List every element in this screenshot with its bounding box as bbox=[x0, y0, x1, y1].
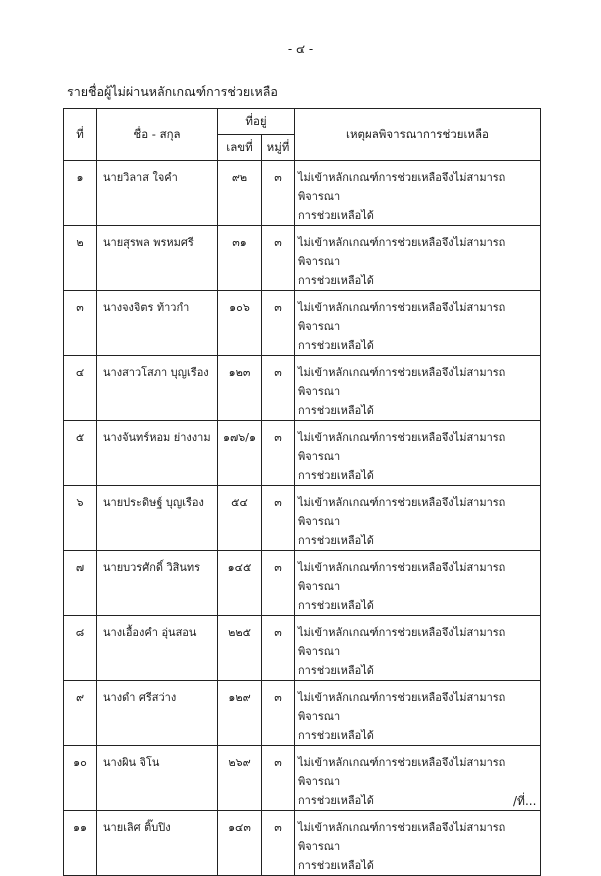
reason-line-2: การช่วยเหลือได้ bbox=[298, 794, 374, 807]
reason-line-1: ไม่เข้าหลักเกณฑ์การช่วยเหลือจึงไม่สามารถพิจารณา bbox=[298, 496, 506, 528]
table-row bbox=[64, 486, 541, 551]
header-address: ที่อยู่ bbox=[218, 109, 295, 135]
table-row bbox=[64, 226, 541, 291]
reason-line-2: การช่วยเหลือได้ bbox=[298, 729, 374, 742]
cell-house-no: ๙๒ bbox=[218, 161, 262, 226]
cell-name: นางจงจิตร ท้าวกำ bbox=[97, 291, 218, 356]
reason-line-2: การช่วยเหลือได้ bbox=[298, 404, 374, 417]
cell-reason bbox=[295, 551, 541, 616]
table-row bbox=[64, 421, 541, 486]
cell-house-no: ๑๒๓ bbox=[218, 356, 262, 421]
cell-name: นางเอื้องคำ อุ่นสอน bbox=[97, 616, 218, 681]
reason-line-2: การช่วยเหลือได้ bbox=[298, 664, 374, 677]
table-row bbox=[64, 681, 541, 746]
cell-reason bbox=[295, 291, 541, 356]
cell-moo: ๓ bbox=[262, 551, 295, 616]
reason-line-1: ไม่เข้าหลักเกณฑ์การช่วยเหลือจึงไม่สามารถพิจารณา bbox=[298, 366, 506, 398]
cell-moo: ๓ bbox=[262, 681, 295, 746]
header-moo: หมู่ที่ bbox=[262, 135, 295, 161]
cell-moo: ๓ bbox=[262, 161, 295, 226]
cell-moo: ๓ bbox=[262, 746, 295, 811]
cell-name: นางผิน จิโน bbox=[97, 746, 218, 811]
reason-line-2: การช่วยเหลือได้ bbox=[298, 859, 374, 872]
list-title: รายชื่อผู้ไม่ผ่านหลักเกณฑ์การช่วยเหลือ bbox=[67, 84, 278, 99]
cell-no: ๖ bbox=[64, 486, 97, 551]
cell-no: ๔ bbox=[64, 356, 97, 421]
cell-name: นายเลิศ ติ๊บปิง bbox=[97, 811, 218, 876]
cell-house-no: ๑๒๙ bbox=[218, 681, 262, 746]
cell-house-no: ๑๐๖ bbox=[218, 291, 262, 356]
cell-house-no: ๑๔๕ bbox=[218, 551, 262, 616]
cell-no: ๑๑ bbox=[64, 811, 97, 876]
cell-moo: ๓ bbox=[262, 421, 295, 486]
reason-line-1: ไม่เข้าหลักเกณฑ์การช่วยเหลือจึงไม่สามารถพิจารณา bbox=[298, 691, 506, 723]
cell-no: ๓ bbox=[64, 291, 97, 356]
cell-name: นายวิลาส ใจคำ bbox=[97, 161, 218, 226]
table-row bbox=[64, 161, 541, 226]
header-no: ที่ bbox=[64, 109, 97, 161]
header-house-no: เลขที่ bbox=[218, 135, 262, 161]
cell-no: ๕ bbox=[64, 421, 97, 486]
cell-reason bbox=[295, 811, 541, 876]
cell-reason bbox=[295, 681, 541, 746]
table-row bbox=[64, 746, 541, 811]
cell-house-no: ๒๖๙ bbox=[218, 746, 262, 811]
table-row bbox=[64, 356, 541, 421]
cell-name: นายประดิษฐ์ บุญเรือง bbox=[97, 486, 218, 551]
cell-moo: ๓ bbox=[262, 291, 295, 356]
cell-reason bbox=[295, 421, 541, 486]
cell-no: ๗ bbox=[64, 551, 97, 616]
cell-reason bbox=[295, 356, 541, 421]
cell-no: ๒ bbox=[64, 226, 97, 291]
cell-reason bbox=[295, 161, 541, 226]
reason-line-1: ไม่เข้าหลักเกณฑ์การช่วยเหลือจึงไม่สามารถพิจารณา bbox=[298, 301, 506, 333]
reason-line-2: การช่วยเหลือได้ bbox=[298, 599, 374, 612]
table-row bbox=[64, 551, 541, 616]
cell-no: ๙ bbox=[64, 681, 97, 746]
cell-house-no: ๑๔๓ bbox=[218, 811, 262, 876]
page-number: - ๔ - bbox=[287, 42, 314, 56]
cell-name: นางสาวโสภา บุญเรือง bbox=[97, 356, 218, 421]
header-name: ชื่อ - สกุล bbox=[97, 109, 218, 161]
cell-reason bbox=[295, 746, 541, 811]
reason-line-1: ไม่เข้าหลักเกณฑ์การช่วยเหลือจึงไม่สามารถพิจารณา bbox=[298, 236, 506, 268]
cell-house-no: ๕๔ bbox=[218, 486, 262, 551]
reason-line-2: การช่วยเหลือได้ bbox=[298, 534, 374, 547]
cell-moo: ๓ bbox=[262, 356, 295, 421]
reason-line-2: การช่วยเหลือได้ bbox=[298, 209, 374, 222]
reason-line-1: ไม่เข้าหลักเกณฑ์การช่วยเหลือจึงไม่สามารถพิจารณา bbox=[298, 626, 506, 658]
cell-name: นายบวรศักดิ์ วิสินทร bbox=[97, 551, 218, 616]
reason-line-1: ไม่เข้าหลักเกณฑ์การช่วยเหลือจึงไม่สามารถพิจารณา bbox=[298, 821, 506, 853]
cell-house-no: ๑๗๖/๑ bbox=[218, 421, 262, 486]
reason-line-2: การช่วยเหลือได้ bbox=[298, 274, 374, 287]
cell-house-no: ๒๒๕ bbox=[218, 616, 262, 681]
reason-line-1: ไม่เข้าหลักเกณฑ์การช่วยเหลือจึงไม่สามารถพิจารณา bbox=[298, 431, 506, 463]
reason-line-1: ไม่เข้าหลักเกณฑ์การช่วยเหลือจึงไม่สามารถพิจารณา bbox=[298, 561, 506, 593]
table-row bbox=[64, 616, 541, 681]
cell-house-no: ๓๑ bbox=[218, 226, 262, 291]
cell-reason bbox=[295, 486, 541, 551]
reason-line-1: ไม่เข้าหลักเกณฑ์การช่วยเหลือจึงไม่สามารถพิจารณา bbox=[298, 171, 506, 203]
reason-line-2: การช่วยเหลือได้ bbox=[298, 339, 374, 352]
cell-no: ๑ bbox=[64, 161, 97, 226]
cell-reason bbox=[295, 226, 541, 291]
table-row bbox=[64, 291, 541, 356]
cell-no: ๘ bbox=[64, 616, 97, 681]
table-row bbox=[64, 811, 541, 876]
ineligible-table bbox=[63, 108, 541, 876]
reason-line-1: ไม่เข้าหลักเกณฑ์การช่วยเหลือจึงไม่สามารถพิจารณา bbox=[298, 756, 506, 788]
cell-reason bbox=[295, 616, 541, 681]
reason-line-2: การช่วยเหลือได้ bbox=[298, 469, 374, 482]
footer-continuation: /ที่... bbox=[513, 794, 537, 808]
cell-no: ๑๐ bbox=[64, 746, 97, 811]
cell-moo: ๓ bbox=[262, 226, 295, 291]
cell-name: นายสุรพล พรหมศรี bbox=[97, 226, 218, 291]
cell-moo: ๓ bbox=[262, 486, 295, 551]
cell-name: นางดำ ศรีสว่าง bbox=[97, 681, 218, 746]
cell-moo: ๓ bbox=[262, 811, 295, 876]
cell-name: นางจันทร์หอม ย่างงาม bbox=[97, 421, 218, 486]
cell-moo: ๓ bbox=[262, 616, 295, 681]
header-reason: เหตุผลพิจารณาการช่วยเหลือ bbox=[295, 109, 541, 161]
